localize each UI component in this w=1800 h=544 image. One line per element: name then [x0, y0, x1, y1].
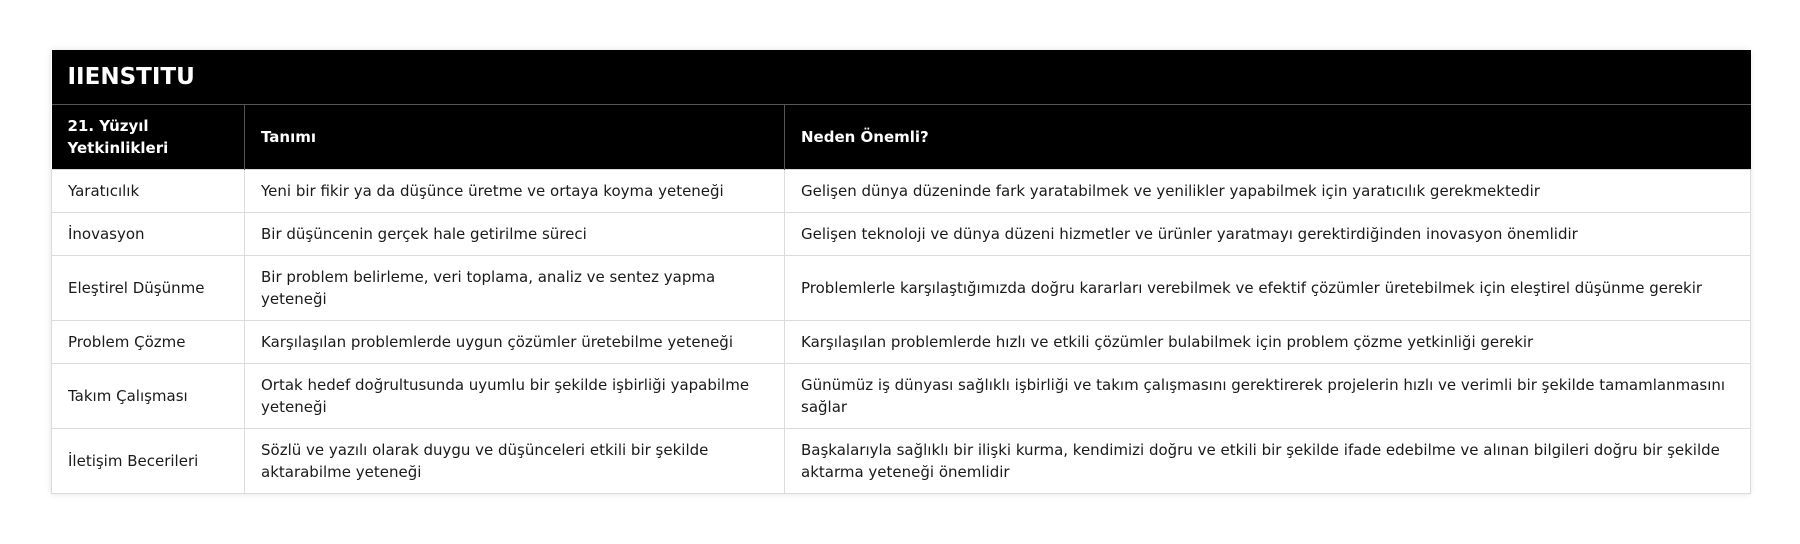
- cell-competency: Problem Çözme: [52, 321, 245, 364]
- column-header-definition: Tanımı: [245, 105, 785, 170]
- cell-competency: Takım Çalışması: [52, 364, 245, 429]
- brand-title: IIENSTITU: [52, 50, 1751, 105]
- brand-row: [52, 50, 1751, 105]
- cell-definition: Bir problem belirleme, veri toplama, analiz ve sentez yapma yeteneği: [245, 256, 785, 321]
- table-row: [52, 429, 1751, 494]
- cell-importance: Gelişen dünya düzeninde fark yaratabilmek ve yenilikler yapabilmek için yaratıcılık gerekmektedir: [785, 170, 1751, 213]
- column-header-importance: Neden Önemli?: [785, 105, 1751, 170]
- table-row: [52, 256, 1751, 321]
- table-row: [52, 364, 1751, 429]
- cell-competency: İletişim Becerileri: [52, 429, 245, 494]
- table-row: [52, 321, 1751, 364]
- competencies-table-card: [51, 50, 1750, 494]
- cell-definition: Ortak hedef doğrultusunda uyumlu bir şekilde işbirliği yapabilme yeteneği: [245, 364, 785, 429]
- cell-definition: Bir düşüncenin gerçek hale getirilme süreci: [245, 213, 785, 256]
- cell-definition: Karşılaşılan problemlerde uygun çözümler üretebilme yeteneği: [245, 321, 785, 364]
- cell-competency: Eleştirel Düşünme: [52, 256, 245, 321]
- column-header-competency: 21. Yüzyıl Yetkinlikleri: [52, 105, 245, 170]
- cell-importance: Karşılaşılan problemlerde hızlı ve etkili çözümler bulabilmek için problem çözme yetkinliği gerekir: [785, 321, 1751, 364]
- cell-importance: Başkalarıyla sağlıklı bir ilişki kurma, kendimizi doğru ve etkili bir şekilde ifade edebilme ve alınan bilgileri doğru bir şekilde aktarma yeteneği önemlidir: [785, 429, 1751, 494]
- table-row: [52, 213, 1751, 256]
- cell-importance: Gelişen teknoloji ve dünya düzeni hizmetler ve ürünler yaratmayı gerektirdiğinden inovasyon önemlidir: [785, 213, 1751, 256]
- competencies-table: [51, 50, 1751, 494]
- cell-competency: İnovasyon: [52, 213, 245, 256]
- cell-definition: Sözlü ve yazılı olarak duygu ve düşünceleri etkili bir şekilde aktarabilme yeteneği: [245, 429, 785, 494]
- cell-definition: Yeni bir fikir ya da düşünce üretme ve ortaya koyma yeteneği: [245, 170, 785, 213]
- table-row: [52, 170, 1751, 213]
- column-header-row: [52, 105, 1751, 170]
- cell-importance: Günümüz iş dünyası sağlıklı işbirliği ve takım çalışmasını gerektirerek projelerin hızlı ve verimli bir şekilde tamamlanmasını sağlar: [785, 364, 1751, 429]
- cell-competency: Yaratıcılık: [52, 170, 245, 213]
- cell-importance: Problemlerle karşılaştığımızda doğru kararları verebilmek ve efektif çözümler üretebilmek için eleştirel düşünme gerekir: [785, 256, 1751, 321]
